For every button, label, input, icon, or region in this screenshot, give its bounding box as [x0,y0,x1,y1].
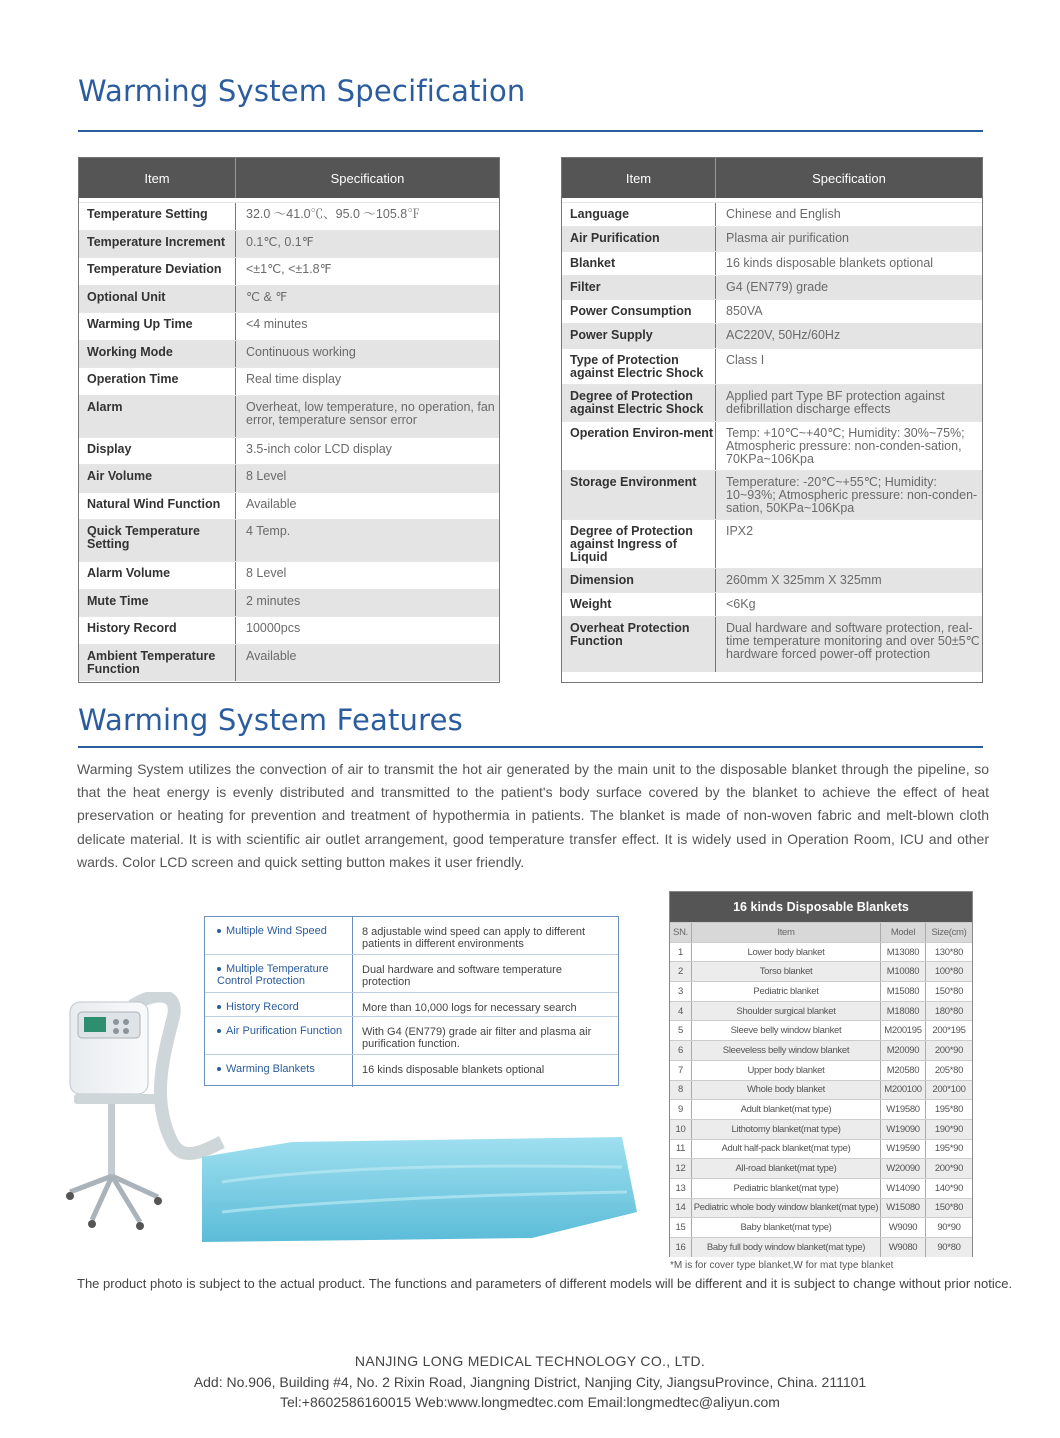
spec-value: IPX2 [726,523,754,538]
blanket-model: M13080 [881,943,926,962]
feature-label-text: History Record [226,1001,299,1013]
bullet-icon [217,929,221,933]
table-row [562,348,982,385]
table-row [79,257,499,285]
spec-value: 16 kinds disposable blankets optional [726,255,934,270]
blanket-row [670,1020,972,1040]
spec-item: Operation Environ-ment [562,422,716,470]
spec-value: G4 (EN779) grade [726,279,829,294]
blanket-item: Adult blanket(mat type) [692,1100,881,1119]
spec-value: Dual hardware and software protection, real-time temperature monitoring and over 50±5℃ hardware forced power-off protection [726,621,980,662]
feature-label-text: Multiple Temperature Control Protection [217,963,329,987]
table-row [562,421,982,470]
feature-label-text: Multiple Wind Speed [226,925,327,937]
table-row [562,226,982,250]
blanket-model: W15080 [881,1199,926,1218]
table-row [79,312,499,340]
spec-item: Temperature Setting [79,203,236,230]
company-name: NANJING LONG MEDICAL TECHNOLOGY CO., LTD. [354,1353,706,1369]
blanket-model: W19580 [881,1100,926,1119]
table-row [562,616,982,672]
blanket-size: 150*80 [934,1202,964,1214]
blanket-sn: 1 [670,943,692,962]
divider [78,130,983,132]
spec-value: Available [246,648,297,663]
blanket-item: Upper body blanket [692,1061,881,1080]
feature-label [205,993,353,1016]
spec-value: 850VA [726,304,763,319]
col-item: Item [692,923,881,942]
spec-table-right [561,157,983,683]
blanket-sn: 14 [670,1199,692,1218]
blanket-row [670,942,972,962]
spec-value: <6Kg [726,597,756,612]
feature-row [205,917,618,955]
blanket-sn: 10 [670,1120,692,1139]
spec-item: Alarm Volume [79,562,236,589]
company-address: Add: No.906, Building #4, No. 2 Rixin Road, Jiangning District, Nanjing City, JiangsuProvince, China. 211101 [193,1374,867,1390]
blanket-model: M200195 [881,1021,926,1040]
table-row [79,589,499,617]
spec-value: 32.0 ～41.0℃、95.0 ～105.8℉ [246,207,420,221]
spec-item: Ambient Temperature Function [79,645,236,681]
spec-item: Mute Time [79,590,236,617]
blanket-size: 130*80 [934,946,964,958]
table-row [79,616,499,644]
blanket-row [670,961,972,981]
blanket-size: 90*90 [937,1222,961,1234]
blanket-sn: 4 [670,1002,692,1021]
spec-item: History Record [79,617,236,644]
blanket-model: W20090 [881,1159,926,1178]
spec-value: AC220V, 50Hz/60Hz [726,328,841,343]
blanket-size: 195*90 [934,1143,964,1155]
blanket-row [670,1237,972,1257]
blanket-row [670,1217,972,1237]
table-row [79,492,499,520]
blanket-item: Lithotomy blanket(mat type) [692,1120,881,1139]
table-row [79,561,499,589]
feature-desc: Dual hardware and software temperature protection [362,964,562,988]
spec-item: Optional Unit [79,286,236,313]
spec-value: Available [246,496,297,511]
spec-value: Plasma air purification [726,231,849,246]
blanket-row [670,1001,972,1021]
blanket-row [670,981,972,1001]
blanket-sn: 13 [670,1179,692,1198]
table-row [79,230,499,258]
spec-value: Overheat, low temperature, no operation, fan error, temperature sensor error [246,399,495,427]
table-row [562,202,982,226]
spec-item: Temperature Increment [79,231,236,258]
blanket-sn: 8 [670,1081,692,1100]
table-row [79,340,499,368]
spec-value: 0.1℃, 0.1℉ [246,234,314,249]
blanket-size: 190*90 [934,1123,964,1135]
feature-desc: 8 adjustable wind speed can apply to different patients in different environments [362,926,586,950]
blanket-size: 200*195 [932,1025,966,1037]
table-row [562,470,982,519]
table-row [79,202,499,230]
header-item: Item [562,158,716,198]
blanket-sn: 7 [670,1061,692,1080]
spec-value: 8 Level [246,469,287,483]
spec-item: Air Volume [79,465,236,492]
blanket-item: All-road blanket(mat type) [692,1159,881,1178]
blanket-row [670,1198,972,1218]
spec-item: Air Purification [562,227,716,250]
spec-item: Quick Temperature Setting [79,520,236,561]
header-spec: Specification [330,170,405,186]
blanket-item: Pediatric blanket [692,982,881,1001]
blanket-row [670,1119,972,1139]
blanket-model: W9090 [881,1218,926,1237]
blanket-model: W9080 [881,1238,926,1257]
blanket-row [670,1158,972,1178]
table-row [79,644,499,681]
warming-blanket [202,1137,637,1242]
bullet-icon [217,1029,221,1033]
spec-value: Temp: +10℃~+40℃; Humidity: 30%~75%; Atmospheric pressure: non-conden-sation, 70KPa~106Kpa [726,425,965,466]
feature-desc: More than 10,000 logs for necessary search [362,1002,577,1014]
spec-item: Degree of Protection against Ingress of Liquid [562,520,716,568]
spec-item: Dimension [562,569,716,592]
feature-label-text: Air Purification Function [226,1025,343,1037]
blanket-row [670,1099,972,1119]
spec-item: Degree of Protection against Electric Shock [562,385,716,421]
table-body [562,202,982,682]
blanket-item: Shoulder surgical blanket [692,1002,881,1021]
spec-item: Type of Protection against Electric Shock [562,349,716,385]
divider [78,746,983,748]
table-body [79,202,499,682]
spec-item: Language [562,203,716,226]
feature-label [205,1055,353,1087]
blankets-table [669,891,973,1257]
blanket-sn: 15 [670,1218,692,1237]
spec-value: Temperature: -20℃~+55℃; Humidity: 10~93%; Atmospheric pressure: non-conden-sation, 50KPa~106Kpa [726,474,978,515]
blanket-item: Pediatric whole body window blanket(mat type) [692,1199,881,1218]
blanket-item: Whole body blanket [692,1081,881,1100]
blanket-size: 205*80 [934,1064,964,1076]
blanket-sn: 5 [670,1021,692,1040]
feature-label-text: Warming Blankets [226,1063,315,1075]
spec-item: Temperature Deviation [79,258,236,285]
feature-label [205,955,353,992]
blanket-sn: 3 [670,982,692,1001]
table-row [562,519,982,568]
spec-item: Overheat Protection Function [562,617,716,672]
spec-item: Alarm [79,396,236,437]
spec-table-left [78,157,500,683]
col-sn: SN. [670,923,692,942]
spec-item: Operation Time [79,368,236,395]
blanket-size: 200*90 [934,1163,964,1175]
spec-value: ℃ & ℉ [246,289,288,304]
blanket-row [670,1178,972,1198]
bullet-icon [217,967,221,971]
blanket-row [670,1080,972,1100]
blanket-item: Sleeve belly window blanket [692,1021,881,1040]
table-row [562,323,982,347]
feature-label [205,1017,353,1054]
spec-item: Weight [562,593,716,616]
blanket-size: 140*90 [934,1182,964,1194]
blanket-model: M10080 [881,962,926,981]
bullet-icon [217,1067,221,1071]
table-row [79,395,499,437]
spec-item: Working Mode [79,341,236,368]
spec-value: 8 Level [246,566,287,580]
spec-item: Power Supply [562,324,716,347]
bullet-icon [217,1005,221,1009]
blanket-item: Adult half-pack blanket(mat type) [692,1140,881,1159]
blanket-model: W14090 [881,1179,926,1198]
blanket-size: 90*80 [937,1241,961,1253]
spec-value: <4 minutes [246,317,308,331]
blanket-model: M20090 [881,1041,926,1060]
spec-value: 10000pcs [246,621,301,635]
feature-desc: With G4 (EN779) grade air filter and plasma air purification function. [362,1026,592,1050]
blankets-header-row [670,922,972,942]
table-header [79,158,499,198]
feature-row [205,993,618,1017]
table-row [79,464,499,492]
feature-label [205,917,353,954]
spec-value: Continuous working [246,344,356,359]
features-title: Warming System Features [78,703,463,737]
table-row [562,251,982,275]
spec-value: 260mm X 325mm X 325mm [726,572,882,587]
blanket-sn: 9 [670,1100,692,1119]
blanket-item: Pediatric blanket(mat type) [692,1179,881,1198]
table-header [562,158,982,198]
blankets-title: 16 kinds Disposable Blankets [670,892,972,922]
spec-value: 2 minutes [246,593,301,608]
blankets-body [670,922,972,1257]
table-row [562,299,982,323]
blanket-size: 195*80 [934,1104,964,1116]
blanket-model: M20580 [881,1061,926,1080]
table-row [79,285,499,313]
blanket-model: M15080 [881,982,926,1001]
spec-value: 4 Temp. [246,524,291,538]
feature-table [204,916,619,1086]
blanket-model: W19590 [881,1140,926,1159]
spec-value: Chinese and English [726,207,841,221]
spec-item: Power Consumption [562,300,716,323]
blanket-size: 100*80 [934,966,964,978]
blanket-sn: 12 [670,1159,692,1178]
blanket-row [670,1040,972,1060]
blanket-sn: 2 [670,962,692,981]
spec-item: Natural Wind Function [79,493,236,520]
blanket-item: Baby full body window blanket(mat type) [692,1238,881,1257]
blanket-sn: 11 [670,1140,692,1159]
table-row [79,367,499,395]
spec-title: Warming System Specification [78,74,526,108]
spec-value: <±1℃, <±1.8℉ [246,262,332,276]
spec-item: Storage Environment [562,471,716,519]
spec-item: Filter [562,276,716,299]
blanket-item: Lower body blanket [692,943,881,962]
features-paragraph: Warming System utilizes the convection of air to transmit the hot air generated by the main unit to the disposable blanket through the pipeline, so that the heat energy is evenly distributed and transmitted to the patient's body surface covered by the blanket to achieve the effect of heat preservation or heating for prevention and treatment of hypothermia in patients. The blanket is made of non-woven fabric and melt-blown cloth delicate material. It is with scientific air outlet arrangement, good temperature transfer effect. It is widely used in Operation Room, ICU and other wards. Color LCD screen and quick setting button makes it user friendly. [77,761,989,870]
blanket-size: 200*90 [934,1044,964,1056]
table-row [562,275,982,299]
disclaimer: The product photo is subject to the actual product. The functions and parameters of different models will be different and it is subject to change without prior notice. [77,1276,1013,1291]
feature-desc: 16 kinds disposable blankets optional [362,1064,545,1076]
table-row [562,568,982,592]
blanket-model: W19090 [881,1120,926,1139]
blanket-size: 150*80 [934,985,964,997]
blanket-size: 200*100 [932,1084,966,1096]
spec-value: Applied part Type BF protection against defibrillation discharge effects [726,389,945,417]
spec-item: Blanket [562,252,716,275]
table-row [79,437,499,465]
spec-item: Warming Up Time [79,313,236,340]
blanket-item: Torso blanket [692,962,881,981]
spec-value: 3.5-inch color LCD display [246,441,392,456]
blanket-sn: 6 [670,1041,692,1060]
spec-item: Display [79,438,236,465]
header-item: Item [79,158,236,198]
blanket-row [670,1060,972,1080]
col-size: Size(cm) [931,926,967,938]
blanket-note: *M is for cover type blanket,W for mat type blanket [670,1260,894,1271]
blanket-row [670,1139,972,1159]
spec-value: Real time display [246,372,342,386]
col-model: Model [881,923,926,942]
feature-row [205,955,618,993]
blanket-sn: 16 [670,1238,692,1257]
blanket-size: 180*80 [934,1005,964,1017]
header-spec: Specification [812,170,886,186]
feature-row [205,1017,618,1055]
spec-value: Class I [726,352,765,367]
blanket-model: M18080 [881,1002,926,1021]
table-row [562,592,982,616]
table-row [79,519,499,561]
blanket-item: Baby blanket(mat type) [692,1218,881,1237]
blanket-model: M200100 [881,1081,926,1100]
blanket-item: Sleeveless belly window blanket [692,1041,881,1060]
feature-row [205,1055,618,1087]
table-row [562,384,982,421]
company-contact: Tel:+8602586160015 Web:www.longmedtec.com Email:longmedtec@aliyun.com [280,1394,780,1410]
